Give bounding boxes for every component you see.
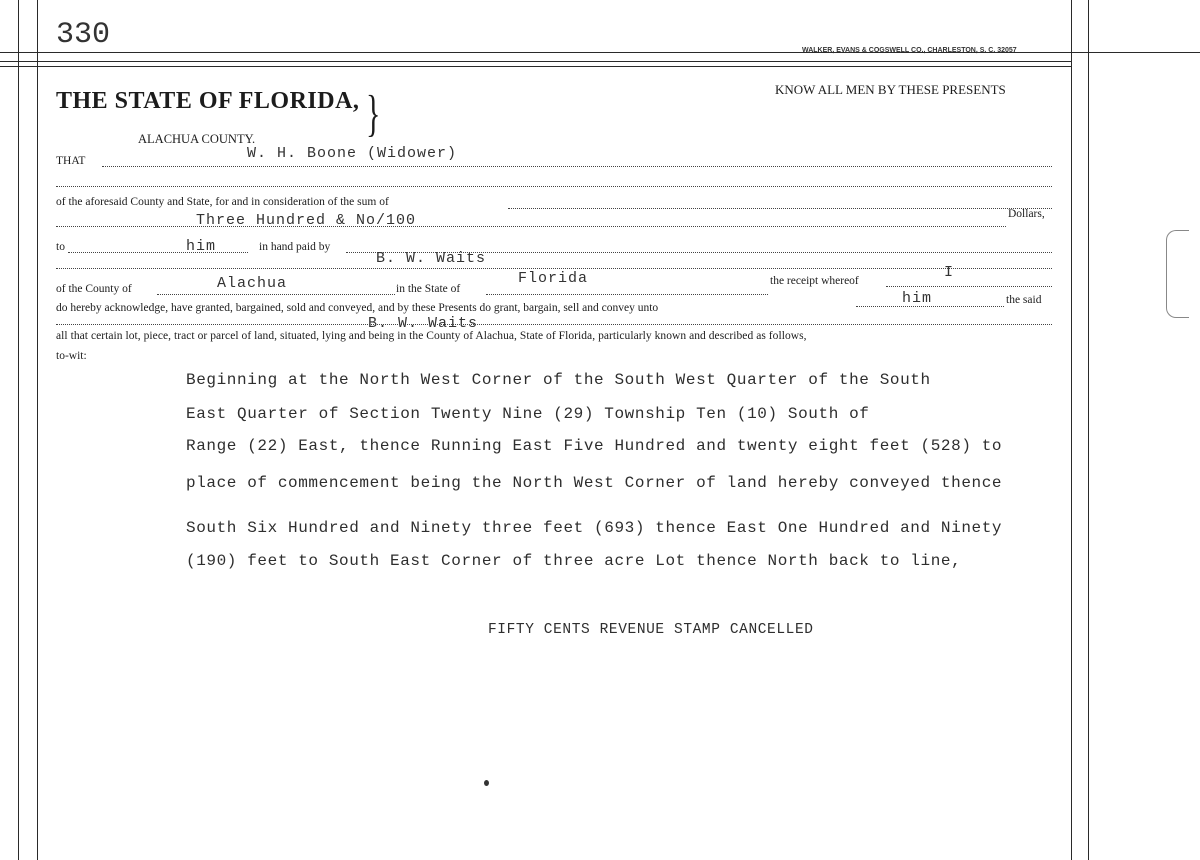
to-wit: to-wit: (56, 350, 87, 362)
dollars-label: Dollars, (1008, 208, 1045, 220)
county-heading: ALACHUA COUNTY. (138, 132, 256, 146)
blank-line-1 (56, 186, 1052, 187)
description-line-6: (190) feet to South East Corner of three acre Lot thence North back to line, (186, 552, 962, 570)
state-brace: } (366, 86, 381, 143)
description-line-2: East Quarter of Section Twenty Nine (29) Township Ten (10) South of (186, 405, 870, 423)
stamp-note: FIFTY CENTS REVENUE STAMP CANCELLED (488, 622, 814, 638)
grantor-name: W. H. Boone (Widower) (247, 145, 458, 162)
that-label: THAT (56, 155, 86, 167)
state-line (486, 294, 768, 295)
left-margin-rule (18, 0, 19, 860)
sum-value: Three Hundred & No/100 (196, 212, 417, 229)
consideration-label: of the aforesaid County and State, for and in consideration of the sum of (56, 196, 389, 208)
state-title: THE STATE OF FLORIDA, (56, 88, 360, 114)
top-rule (0, 52, 1200, 53)
top-rule-3 (0, 66, 1072, 67)
county-line (157, 294, 395, 295)
printer-imprint: WALKER, EVANS & COGSWELL CO., CHARLESTON, S. C. 32057 (802, 47, 1017, 54)
know-all-men: KNOW ALL MEN BY THESE PRESENTS (775, 82, 1006, 97)
the-said-label: the said (1006, 294, 1042, 306)
acknowledge-text: do hereby acknowledge, have granted, bargained, sold and conveyed, and by these Presents do grant, bargain, sell and convey unto (56, 302, 659, 314)
grantee-line (56, 324, 1052, 325)
paid-by-label: in hand paid by (259, 241, 331, 253)
to-value: him (186, 238, 217, 255)
county-value: Alachua (217, 275, 288, 292)
receipt-label: the receipt whereof (770, 275, 859, 287)
ink-speck (484, 780, 489, 786)
that-line (102, 166, 1052, 167)
state-label: in the State of (396, 283, 461, 295)
receipt-value: I (944, 264, 955, 281)
description-line-1: Beginning at the North West Corner of the South West Quarter of the South (186, 371, 931, 389)
binder-hole (1166, 230, 1189, 318)
sum-line (56, 226, 1006, 227)
to-label: to (56, 241, 65, 253)
left-margin-rule-inner (37, 0, 38, 860)
payer-name: B. W. Waits (376, 250, 487, 267)
payer-line-2 (56, 268, 1052, 269)
description-line-4: place of commencement being the North West Corner of land hereby conveyed thence (186, 474, 1003, 492)
county-label: of the County of (56, 283, 132, 295)
to-line (68, 252, 248, 253)
description-line-3: Range (22) East, thence Running East Five Hundred and twenty eight feet (528) to (186, 437, 1003, 455)
land-text: all that certain lot, piece, tract or parcel of land, situated, lying and being in the County of Alachua, State of Florida, particularly known and described as follows, (56, 330, 807, 342)
right-margin-rule-outer (1088, 0, 1089, 860)
right-margin-rule (1071, 0, 1072, 860)
consideration-line (508, 208, 1052, 209)
description-line-5: South Six Hundred and Ninety three feet (693) thence East One Hundred and Ninety (186, 519, 1003, 537)
page-number: 330 (56, 18, 111, 52)
top-rule-2 (0, 61, 1072, 62)
state-value: Florida (518, 270, 589, 287)
grantee-name: B. W. Waits (368, 315, 479, 332)
receipt-line (886, 286, 1052, 287)
convey-value: him (902, 290, 933, 307)
